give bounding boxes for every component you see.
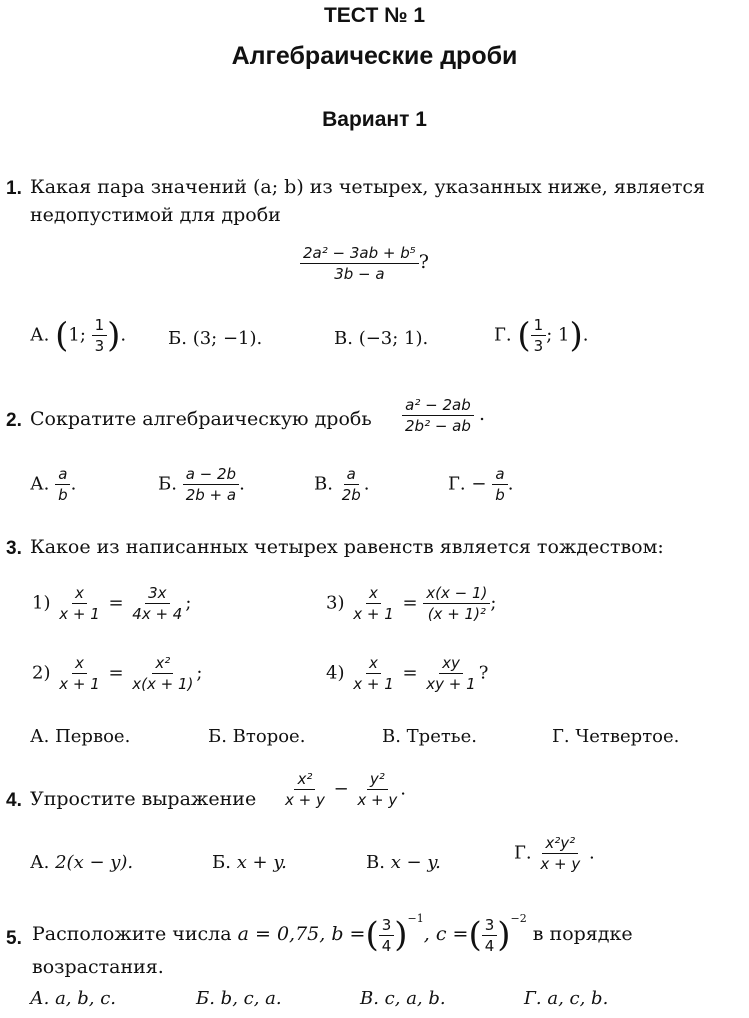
fraction-numerator: x²y² xyxy=(542,834,578,854)
fraction-numerator: x(x − 1) xyxy=(423,584,490,604)
question-text: Сократите алгебраическую дробь xyxy=(30,408,372,430)
option-label: А. xyxy=(30,852,50,873)
fraction-denominator: x + 1 xyxy=(353,675,394,693)
option-c[interactable] xyxy=(366,852,441,873)
fraction-denominator: 2b + a xyxy=(185,486,237,504)
option-label: Б. xyxy=(168,328,187,349)
fraction-denominator: x + 1 xyxy=(59,605,100,623)
fraction-numerator: 1 xyxy=(531,316,547,336)
fraction-numerator: xy xyxy=(439,654,463,674)
fraction-numerator: x xyxy=(72,654,87,674)
option-d[interactable]: Г. Четвертое. xyxy=(552,726,680,747)
option-d[interactable]: Г. − $\frac{a}{b}$ . xyxy=(448,465,514,504)
option-value: x − y. xyxy=(390,852,441,873)
equation-tail: ? xyxy=(478,662,489,684)
fraction-denominator: 3 xyxy=(94,337,105,355)
equation-1: 1) $\frac{x}{x + 1}$ = $\frac{3x}{4x + 4}$ ; xyxy=(32,584,192,623)
question-text: Какое из написанных четырех равенств является тождеством: xyxy=(30,536,664,558)
option-c[interactable]: В. c, a, b. xyxy=(360,988,446,1009)
fraction-denominator: b xyxy=(58,486,68,504)
equation-3: 3) $\frac{x}{x + 1}$ = $\frac{x(x - 1)}{\text{(x + 1)²}}$ ; xyxy=(326,584,497,623)
expr-b: b = xyxy=(331,923,366,945)
option-value: (3; −1). xyxy=(192,328,263,349)
fraction-numerator: x xyxy=(72,584,87,604)
fraction-denominator: 4 xyxy=(381,936,392,955)
option-label: Б. xyxy=(158,473,177,495)
fraction-denominator: 4x + 4 xyxy=(132,605,183,623)
variant-label: Вариант 1 xyxy=(322,108,427,131)
fraction-denominator: x + 1 xyxy=(353,605,394,623)
fraction-denominator: x(x + 1) xyxy=(132,675,194,693)
option-value: 1 xyxy=(557,324,570,346)
option-d[interactable]: Г. ( $\frac{1}{3}$ ; 1). xyxy=(494,315,589,356)
equation-label: 2) xyxy=(32,662,51,684)
option-label: Г. xyxy=(494,324,512,346)
question-text-tail: в порядке xyxy=(532,923,633,945)
question-number: 4. xyxy=(6,790,22,811)
question-text-line2: недопустимой для дроби xyxy=(30,204,281,226)
fraction-numerator: a² − 2ab xyxy=(402,396,474,416)
option-b[interactable]: Б. b, c, a. xyxy=(196,988,282,1009)
fraction-numerator: a − 2b xyxy=(183,465,239,485)
equation-tail: ; xyxy=(490,592,497,614)
fraction-denominator: x + y xyxy=(540,855,581,873)
equation-label: 1) xyxy=(32,592,51,614)
fraction-numerator: y² xyxy=(367,770,388,790)
option-b[interactable] xyxy=(212,852,287,873)
question-number: 5. xyxy=(6,928,22,949)
exponent: −2 xyxy=(510,912,527,925)
fraction-denominator: 3 xyxy=(533,337,544,355)
fraction-numerator: a xyxy=(344,465,359,485)
option-label: В. xyxy=(314,473,333,495)
question-number: 3. xyxy=(6,538,22,559)
equation-label: 4) xyxy=(326,662,345,684)
option-d[interactable]: Г. $\frac{\text{x²y²}}{x + y}$ . xyxy=(514,834,595,873)
option-a[interactable]: А. a, b, c. xyxy=(30,988,117,1009)
option-b[interactable] xyxy=(168,328,262,349)
option-a[interactable]: А. $\frac{a}{b}$ . xyxy=(30,465,77,504)
fraction-numerator: 3x xyxy=(145,584,169,604)
fraction-numerator: x² xyxy=(294,770,315,790)
equation-label: 3) xyxy=(326,592,345,614)
equation-4: 4) $\frac{x}{x + 1}$ = $\frac{xy}{xy + 1}$ ? xyxy=(326,654,489,693)
fraction-denominator: 2b xyxy=(341,486,361,504)
exponent: −1 xyxy=(407,912,424,925)
question-text: Упростите выражение xyxy=(30,788,257,810)
expr-c: , c = xyxy=(423,923,469,945)
option-label: Г. xyxy=(514,842,532,864)
fraction-denominator: 4 xyxy=(484,936,495,955)
fraction-denominator: b xyxy=(495,486,505,504)
fraction-numerator: 1 xyxy=(92,316,108,336)
fraction-numerator: a xyxy=(55,465,70,485)
option-b[interactable]: Б. Второе. xyxy=(208,726,306,747)
option-label: А. xyxy=(30,473,50,495)
fraction-numerator: 2a² − 3ab + b⁵ xyxy=(300,244,419,264)
fraction-numerator: x² xyxy=(152,654,173,674)
fraction-numerator: 3 xyxy=(482,916,498,936)
option-value: x + y. xyxy=(236,852,287,873)
option-value: 2(x − y). xyxy=(55,852,134,873)
option-a[interactable]: А. Первое. xyxy=(30,726,131,747)
page-title: Алгебраические дроби xyxy=(231,42,518,70)
option-b[interactable]: Б. $\frac{a - 2b}{2b + a}$ . xyxy=(158,465,245,504)
option-label: Б. xyxy=(212,852,231,873)
option-value: 1 xyxy=(68,324,80,346)
fraction-denominator: x + 1 xyxy=(59,675,100,693)
option-c[interactable]: В. $\frac{a}{2b}$ . xyxy=(314,465,370,504)
option-label: В. xyxy=(334,328,353,349)
fraction-denominator: 2b² − ab xyxy=(405,417,471,435)
fraction-numerator: 3 xyxy=(379,916,395,936)
fraction-denominator: xy + 1 xyxy=(426,675,476,693)
question-fraction: $\frac{\text{a² − 2ab}}{\text{2b² − ab}}$ . xyxy=(402,396,485,435)
test-number: ТЕСТ № 1 xyxy=(323,4,426,27)
question-expression: $\frac{\text{x²}}{x + y}$ − $\frac{\text{y²}}{x + y}$ . xyxy=(282,770,406,809)
option-label: А. xyxy=(30,324,50,346)
equation-2: 2) $\frac{x}{x + 1}$ = $\frac{\text{x²}}{x(x + 1)}$ ; xyxy=(32,654,203,693)
expr-a: a = 0,75, xyxy=(237,923,326,945)
question-text-line1: Какая пара значений (a; b) из четырех, указанных ниже, является xyxy=(30,176,706,198)
fraction-denominator: (x + 1)² xyxy=(427,605,486,623)
option-d[interactable]: Г. a, c, b. xyxy=(524,988,609,1009)
option-value: (−3; 1). xyxy=(358,328,429,349)
fraction-denominator: x + y xyxy=(285,791,325,809)
fraction-denominator: x + y xyxy=(357,791,398,809)
fraction-numerator: x xyxy=(366,584,381,604)
question-fraction xyxy=(300,244,429,283)
question-number: 1. xyxy=(6,178,22,199)
option-label: В. xyxy=(366,852,385,873)
question-text-line1: Расположите числа a = 0,75, b =( $\frac{3}{4}$ )$^{-1}$, c =( $\frac{3}{4}$ )$^{-2}$ в порядке xyxy=(32,912,633,955)
option-a[interactable]: А. (1; $\frac{1}{3}$ ). xyxy=(30,315,127,356)
fraction-denominator: 3b − a xyxy=(334,265,385,283)
equation-tail: ; xyxy=(196,662,203,684)
question-text: Расположите числа xyxy=(32,923,232,945)
fraction-numerator: a xyxy=(492,465,507,485)
option-label: Г. − xyxy=(448,473,487,495)
equation-tail: ; xyxy=(185,592,192,614)
fraction-tail: ? xyxy=(418,251,429,273)
question-number: 2. xyxy=(6,410,22,431)
option-c[interactable]: В. Третье. xyxy=(382,726,477,747)
option-c[interactable] xyxy=(334,328,428,349)
fraction-numerator: x xyxy=(366,654,381,674)
question-text-line2: возрастания. xyxy=(32,956,164,978)
option-a[interactable] xyxy=(30,852,133,873)
